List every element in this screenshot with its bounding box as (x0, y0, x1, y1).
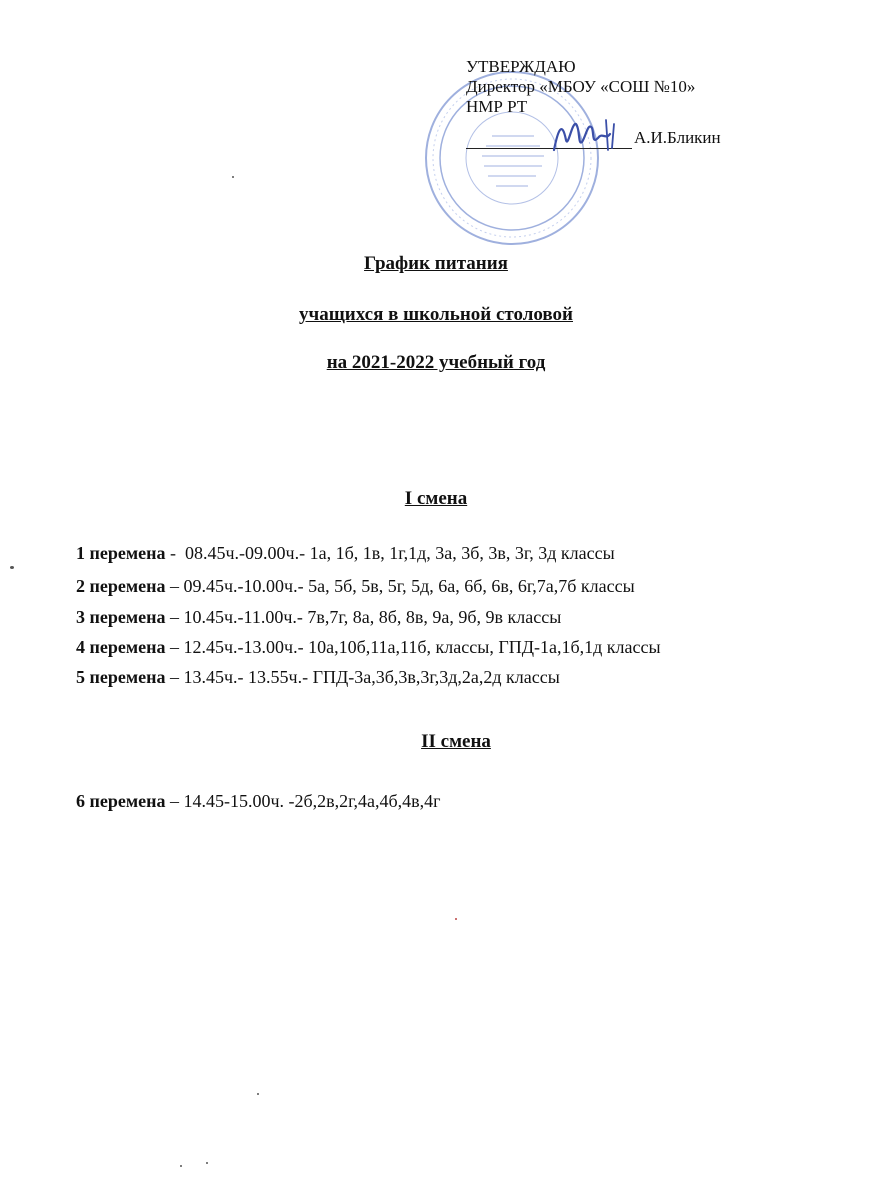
signatory-name: А.И.Бликин (634, 128, 721, 147)
break-row (76, 666, 560, 688)
break-separator: – (165, 791, 184, 811)
break-label: 4 перемена (76, 637, 166, 657)
break-row (76, 790, 441, 812)
break-row (76, 575, 635, 597)
scan-speck (10, 566, 14, 569)
break-row (76, 606, 561, 628)
break-label: 2 перемена (76, 576, 166, 596)
shift-heading-2: II смена (421, 731, 491, 752)
break-row (76, 542, 615, 564)
scan-speck (455, 918, 457, 920)
break-label: 3 перемена (76, 607, 166, 627)
approval-region: НМР РТ (466, 97, 528, 116)
approval-position: Директор «МБОУ «СОШ №10» (466, 77, 696, 96)
scan-speck (180, 1165, 182, 1167)
document-subtitle: учащихся в школьной столовой (299, 304, 573, 325)
break-separator: – (165, 637, 184, 657)
approval-heading: УТВЕРЖДАЮ (466, 57, 576, 76)
document-title: График питания (364, 253, 508, 274)
break-schedule: 12.45ч.-13.00ч.- 10а,10б,11а,11б, классы, ГПД-1а,1б,1д классы (183, 637, 661, 657)
break-label: 6 перемена (76, 791, 166, 811)
break-separator: – (165, 576, 184, 596)
break-schedule: 10.45ч.-11.00ч.- 7в,7г, 8а, 8б, 8в, 9а, 9б, 9в классы (183, 607, 562, 627)
break-label: 5 перемена (76, 667, 166, 687)
break-separator: – (165, 607, 184, 627)
break-separator: – (165, 667, 184, 687)
shift-heading-1: I смена (404, 488, 468, 509)
break-row (76, 636, 661, 658)
break-label: 1 перемена (76, 543, 166, 563)
scan-speck (206, 1162, 208, 1164)
break-schedule: 13.45ч.- 13.55ч.- ГПД-3а,3б,3в,3г,3д,2а,2д классы (183, 667, 560, 687)
break-schedule: 08.45ч.-09.00ч.- 1а, 1б, 1в, 1г,1д, 3а, 3б, 3в, 3г, 3д классы (184, 543, 615, 563)
break-schedule: 14.45-15.00ч. -2б,2в,2г,4а,4б,4в,4г (183, 791, 441, 811)
document-year: на 2021-2022 учебный год (326, 352, 546, 373)
scan-speck (232, 176, 234, 178)
scan-speck (257, 1093, 259, 1095)
break-separator: - (165, 543, 185, 563)
break-schedule: 09.45ч.-10.00ч.- 5а, 5б, 5в, 5г, 5д, 6а, 6б, 6в, 6г,7а,7б классы (183, 576, 635, 596)
handwritten-signature (548, 110, 638, 158)
approval-block (466, 57, 695, 117)
